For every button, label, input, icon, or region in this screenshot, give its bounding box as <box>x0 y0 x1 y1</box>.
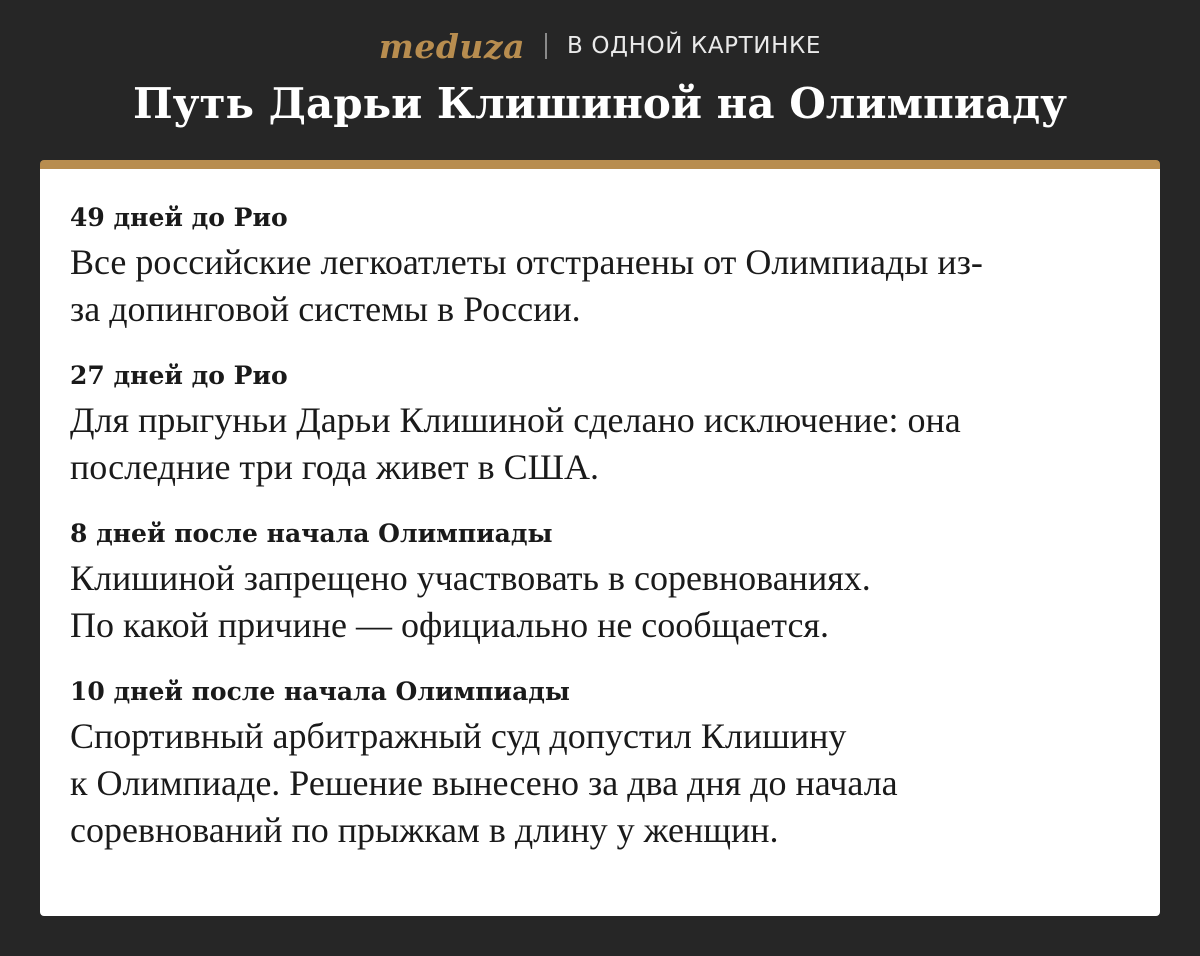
entry-line: соревнований по прыжкам в длину у женщин. <box>70 810 779 850</box>
entry-line: последние три года живет в США. <box>70 447 599 487</box>
timeline-card <box>40 160 1160 916</box>
entry-heading: 10 дней после начала Олимпиады <box>70 677 570 706</box>
entry-heading: 8 дней после начала Олимпиады <box>70 519 553 548</box>
entry-heading: 27 дней до Рио <box>70 361 288 390</box>
entry-line: за допинговой системы в России. <box>70 289 581 329</box>
header-divider <box>545 33 547 59</box>
meduza-logo[interactable]: meduza <box>378 26 526 66</box>
page-title: Путь Дарьи Клишиной на Олимпиаду <box>132 79 1068 128</box>
brand-row <box>0 22 1200 70</box>
entry-text <box>70 239 1130 333</box>
timeline-entry <box>70 671 1130 854</box>
timeline-entry <box>70 355 1130 491</box>
entry-text <box>70 713 1130 854</box>
entry-line: к Олимпиаде. Решение вынесено за два дня до начала <box>70 763 898 803</box>
entry-line: По какой причине — официально не сообщается. <box>70 605 829 645</box>
timeline-entry <box>70 197 1130 333</box>
entry-text <box>70 555 1130 649</box>
entry-line: Спортивный арбитражный суд допустил Клишину <box>70 716 847 756</box>
entry-line: Для прыгуньи Дарьи Клишиной сделано исключение: она <box>70 400 961 440</box>
entry-text <box>70 397 1130 491</box>
section-label[interactable]: В ОДНОЙ КАРТИНКЕ <box>567 32 822 59</box>
entry-line: Все российские легкоатлеты отстранены от Олимпиады из- <box>70 242 983 282</box>
entry-heading: 49 дней до Рио <box>70 203 288 232</box>
header <box>0 0 1200 160</box>
entry-line: Клишиной запрещено участвовать в соревнованиях. <box>70 558 871 598</box>
timeline-entry <box>70 513 1130 649</box>
